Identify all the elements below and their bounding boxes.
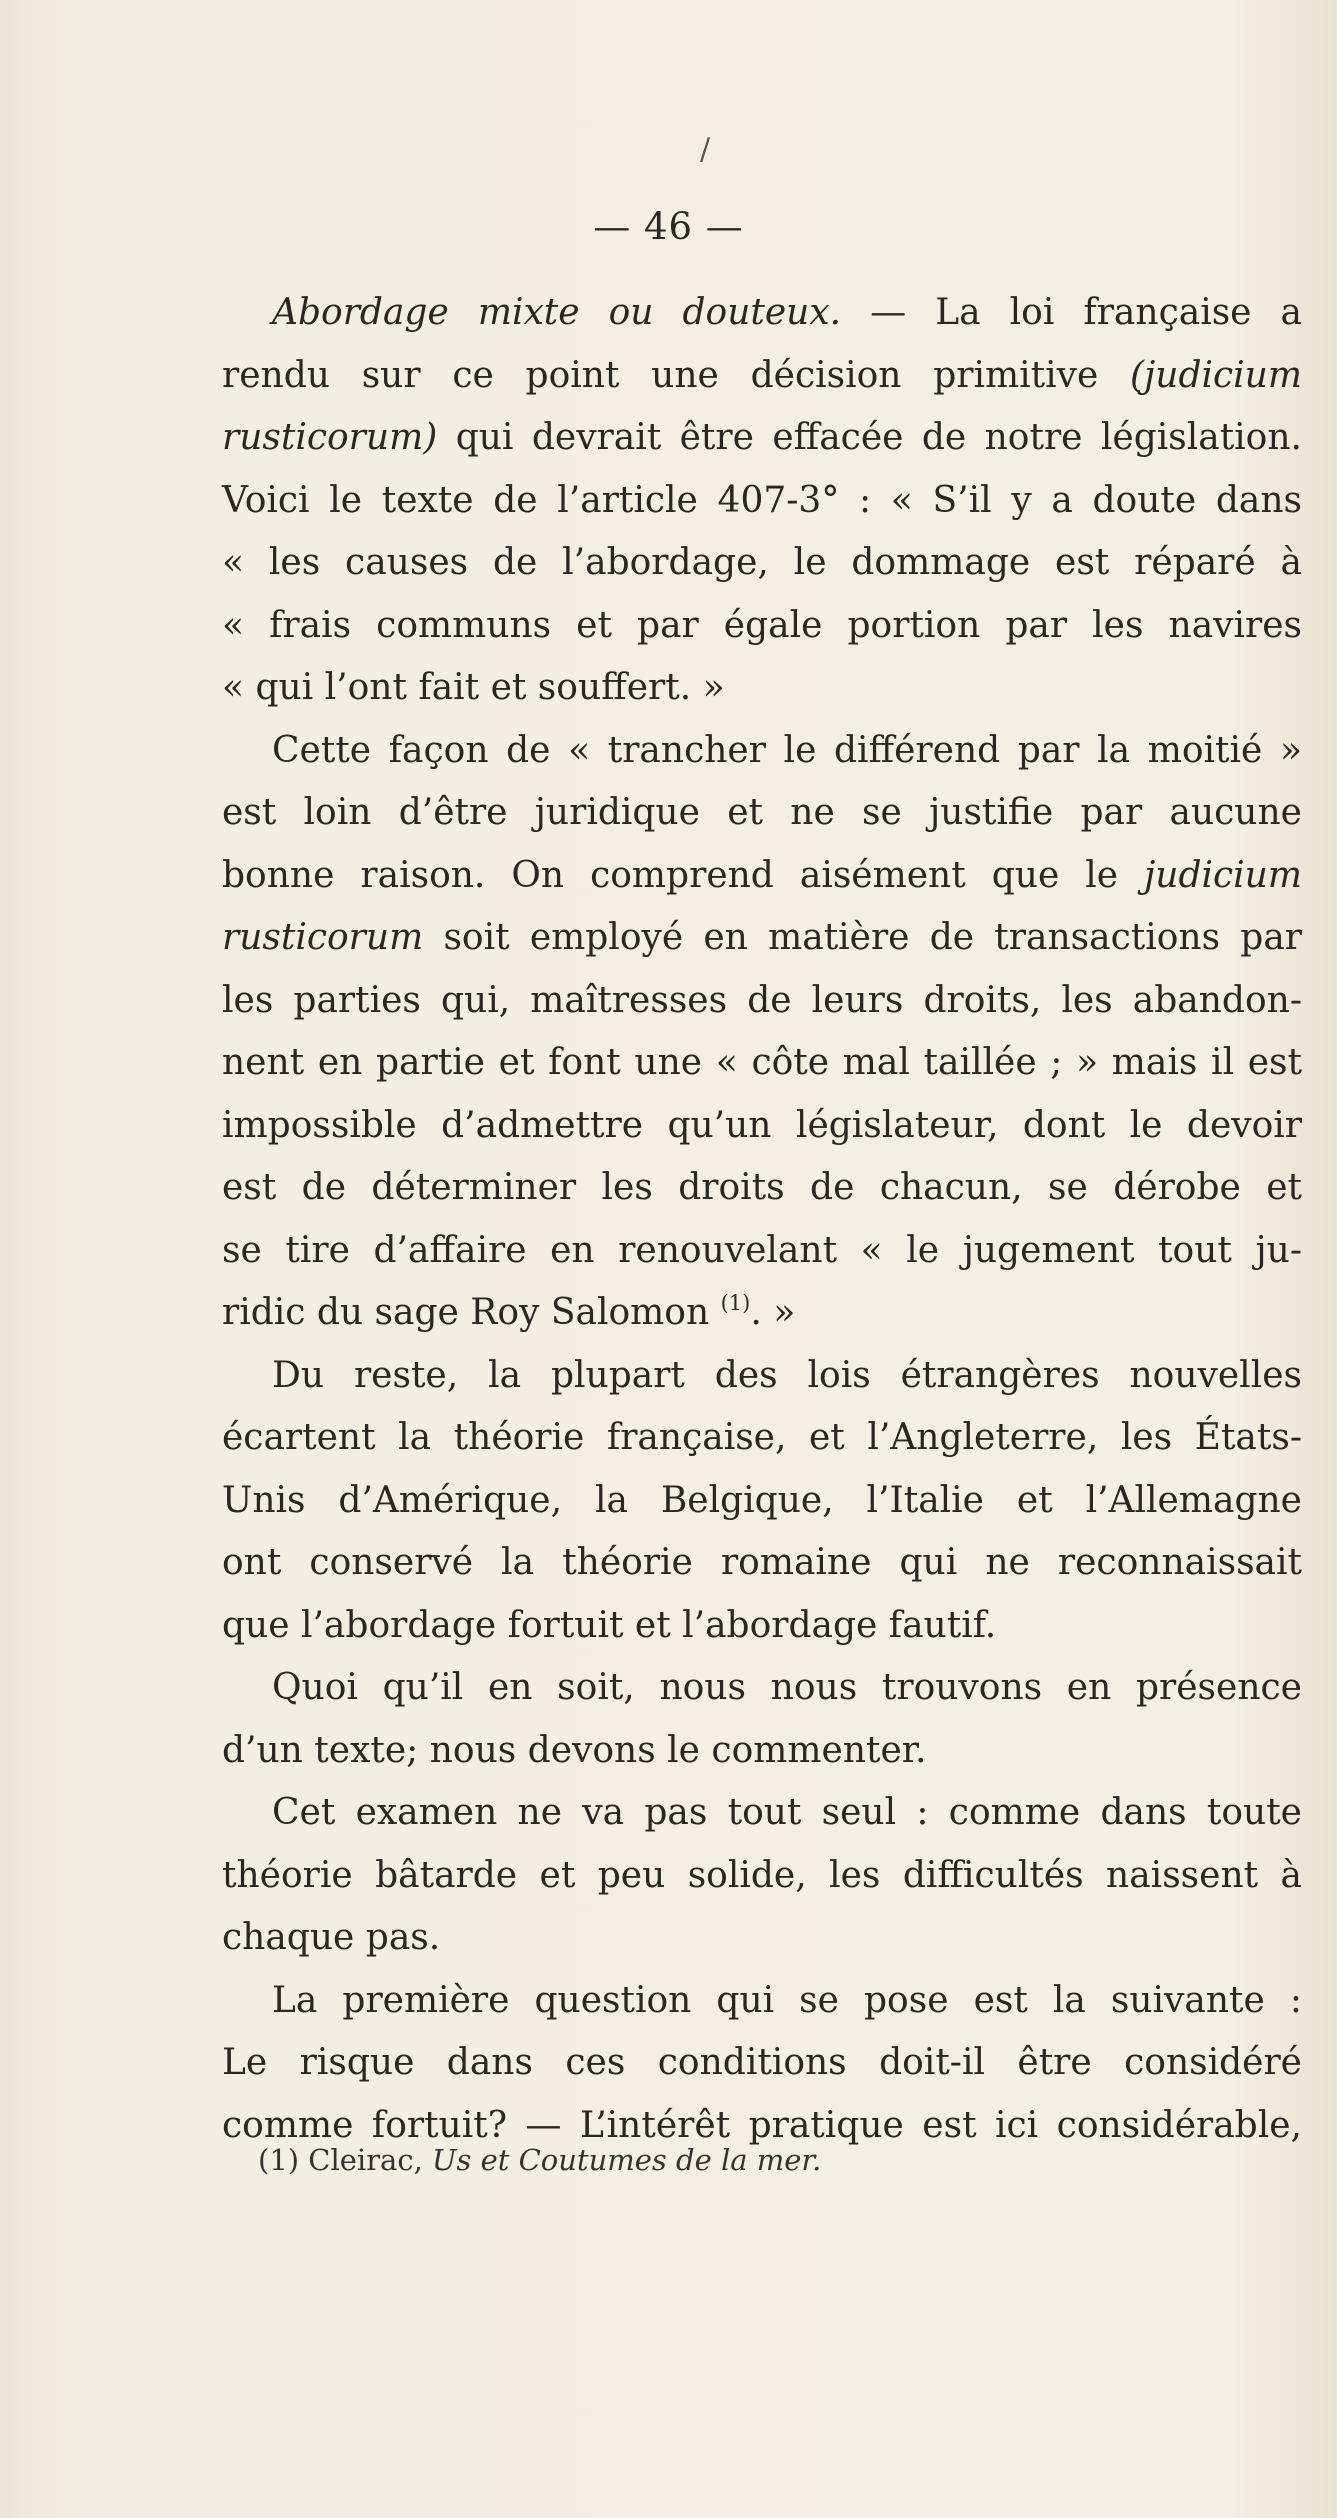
latin-term: rusticorum xyxy=(222,917,424,958)
text-line: « les causes de l’abordage, le dommage est réparé à xyxy=(222,542,1302,583)
text-line: Le risque dans ces conditions doit-il être considéré xyxy=(222,2042,1302,2083)
text-line: Du reste, la plupart des lois étrangères nouvelles xyxy=(272,1354,1302,1396)
footnote-ref: (1) xyxy=(720,1291,751,1315)
text-line: écartent la théorie française, et l’Angleterre, les États- xyxy=(222,1417,1302,1458)
latin-term: rusticorum) xyxy=(222,417,438,458)
text-line: Abordage mixte ou douteux. — La loi française a xyxy=(272,292,1302,333)
footnote: (1) Cleirac, Us et Coutumes de la mer. xyxy=(258,2143,822,2177)
text-line: Cette façon de « trancher le différend par la moitié » xyxy=(272,729,1302,771)
text-line: se tire d’affaire en renouvelant « le jugement tout ju- xyxy=(222,1229,1302,1271)
text-line: ridic du sage Roy Salomon $^{(1)}$. » xyxy=(222,1291,796,1333)
text-line: « frais communs et par égale portion par les navires xyxy=(222,604,1302,646)
footnote-title: Us et Coutumes de la mer. xyxy=(432,2143,822,2177)
text-line: La première question qui se pose est la suivante : xyxy=(272,1979,1302,2021)
text-line: Voici le texte de l’article 407-3° : « S’il y a doute dans xyxy=(222,479,1302,521)
section-heading: Abordage mixte ou douteux. xyxy=(272,292,842,333)
text-line: comme fortuit? — L’intérêt pratique est ici considérable, xyxy=(222,2104,1302,2146)
latin-term: (judicium xyxy=(1130,354,1302,396)
text-line: rendu sur ce point une décision primitive (judicium xyxy=(222,354,1302,396)
page-mark: / xyxy=(700,132,711,167)
text-line: que l’abordage fortuit et l’abordage fautif. xyxy=(222,1604,997,1646)
body-text xyxy=(222,282,1302,2157)
text-line: est de déterminer les droits de chacun, se dérobe et xyxy=(222,1167,1302,1208)
text-line: théorie bâtarde et peu solide, les difficultés naissent à xyxy=(222,1854,1302,1896)
text-line: Cet examen ne va pas tout seul : comme dans toute xyxy=(272,1792,1302,1833)
text-line: nent en partie et font une « côte mal taillée ; » mais il est xyxy=(222,1042,1302,1083)
text-line: Quoi qu’il en soit, nous nous trouvons en présence xyxy=(272,1667,1302,1708)
text-line: Unis d’Amérique, la Belgique, l’Italie et l’Allemagne xyxy=(222,1479,1302,1521)
text-line: « qui l’ont fait et souffert. » xyxy=(222,667,725,708)
text-line: chaque pas. xyxy=(222,1917,441,1958)
text-line: d’un texte; nous devons le commenter. xyxy=(222,1729,927,1771)
text-line: bonne raison. On comprend aisément que le judicium xyxy=(222,854,1302,896)
latin-term: judicium xyxy=(1144,854,1302,896)
text-line: ont conservé la théorie romaine qui ne reconnaissait xyxy=(222,1542,1302,1583)
text-line: impossible d’admettre qu’un législateur, dont le devoir xyxy=(222,1104,1302,1146)
page-number: — 46 — xyxy=(593,205,744,248)
text-line: les parties qui, maîtresses de leurs droits, les abandon- xyxy=(222,979,1302,1021)
text-line: rusticorum soit employé en matière de transactions par xyxy=(222,917,1302,958)
text-line: est loin d’être juridique et ne se justifie par aucune xyxy=(222,792,1302,833)
text-line: rusticorum) qui devrait être effacée de notre législation. xyxy=(222,417,1302,458)
